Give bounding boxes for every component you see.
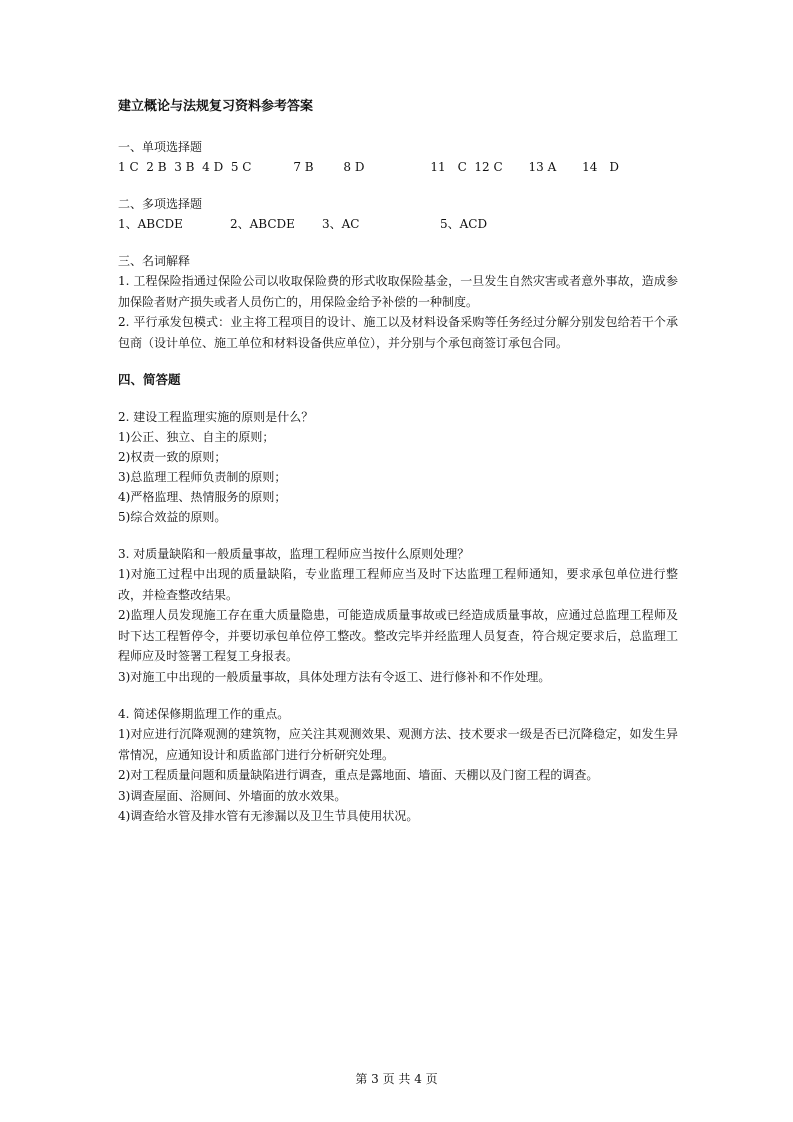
answer-item: 3、AC bbox=[322, 217, 360, 231]
answer-item: 1 C bbox=[118, 160, 139, 174]
terms-heading: 三、名词解释 bbox=[118, 254, 191, 268]
answer-item: 4 D bbox=[202, 160, 224, 174]
answer-point: 5)综合效益的原则。 bbox=[118, 510, 227, 524]
answer-point: 3)总监理工程师负责制的原则； bbox=[118, 470, 287, 484]
answer-point: 1)对施工过程中出现的质量缺陷，专业监理工程师应当及时下达监理工程师通知，要求承包单位进行整改，并检查整改结果。 bbox=[118, 567, 678, 602]
term-definition: 1. 工程保险指通过保险公司以收取保险费的形式收取保险基金，一旦发生自然灾害或者意外事故，造成参加保险者财产损失或者人员伤亡的，用保险金给予补偿的一种制度。 bbox=[118, 274, 678, 309]
answer-point: 1)对应进行沉降观测的建筑物，应关注其观测效果、观测方法、技术要求一级是否已沉降稳定，如发生异常情况，应通知设计和质监部门进行分析研究处理。 bbox=[118, 727, 678, 762]
answer-point: 3)对施工中出现的一般质量事故，具体处理方法有令返工、进行修补和不作处理。 bbox=[118, 669, 551, 684]
term-definition: 2. 平行承发包模式：业主将工程项目的设计、施工以及材料设备采购等任务经过分解分别发包给若干个承包商（设计单位、施工单位和材料设备供应单位），并分别与个承包商签订承包合同。 bbox=[118, 315, 678, 350]
document-body bbox=[118, 98, 678, 827]
answer-item: 1、ABCDE bbox=[118, 217, 183, 231]
single-choice-heading: 一、单项选择题 bbox=[118, 140, 203, 154]
answer-item: 12 C bbox=[474, 160, 503, 174]
answer-item: 5、ACD bbox=[440, 217, 488, 231]
answer-item: 2、ABCDE bbox=[230, 217, 295, 231]
answer-point: 2)对工程质量问题和质量缺陷进行调查，重点是露地面、墙面、天棚以及门窗工程的调查。 bbox=[118, 768, 599, 782]
short-answer-heading: 四、简答题 bbox=[118, 372, 181, 387]
answer-item: 13 A bbox=[528, 160, 557, 174]
document-title: 建立概论与法规复习资料参考答案 bbox=[118, 99, 314, 114]
answer-point: 4)调查给水管及排水管有无渗漏以及卫生节具使用状况。 bbox=[118, 809, 419, 823]
answer-item: 8 D bbox=[343, 160, 365, 174]
page-footer: 第 3 页 共 4 页 bbox=[355, 1072, 438, 1086]
answer-point: 1)公正、独立、自主的原则； bbox=[118, 430, 275, 444]
multiple-choice-answers bbox=[118, 214, 678, 234]
answer-item: 11 C bbox=[430, 160, 467, 174]
answer-item: 7 B bbox=[293, 160, 314, 174]
single-choice-answers bbox=[118, 157, 678, 177]
answer-item: 3 B bbox=[174, 160, 195, 174]
question-4: 4. 简述保修期监理工作的重点。 bbox=[118, 707, 290, 721]
answer-item: 14 D bbox=[582, 160, 619, 174]
multiple-choice-heading: 二、多项选择题 bbox=[118, 197, 203, 211]
answer-item: 2 B bbox=[146, 160, 167, 174]
answer-item: 5 C bbox=[230, 160, 252, 174]
answer-point: 4)严格监理、热情服务的原则； bbox=[118, 490, 287, 504]
question-3: 3. 对质量缺陷和一般质量事故，监理工程师应当按什么原则处理？ bbox=[118, 547, 470, 561]
answer-point: 2)权责一致的原则； bbox=[118, 450, 227, 464]
answer-point: 2)监理人员发现施工存在重大质量隐患，可能造成质量事故或已经造成质量事故，应通过总监理工程师及时下达工程暂停令，并要切承包单位停工整改。整改完毕并经监理人员复查，符合规定要求后，总监理工程师应及时签署工程复工身报表。 bbox=[118, 608, 678, 663]
question-2: 2. 建设工程监理实施的原则是什么？ bbox=[118, 410, 314, 424]
answer-point: 3)调查屋面、浴厕间、外墙面的放水效果。 bbox=[118, 788, 347, 803]
